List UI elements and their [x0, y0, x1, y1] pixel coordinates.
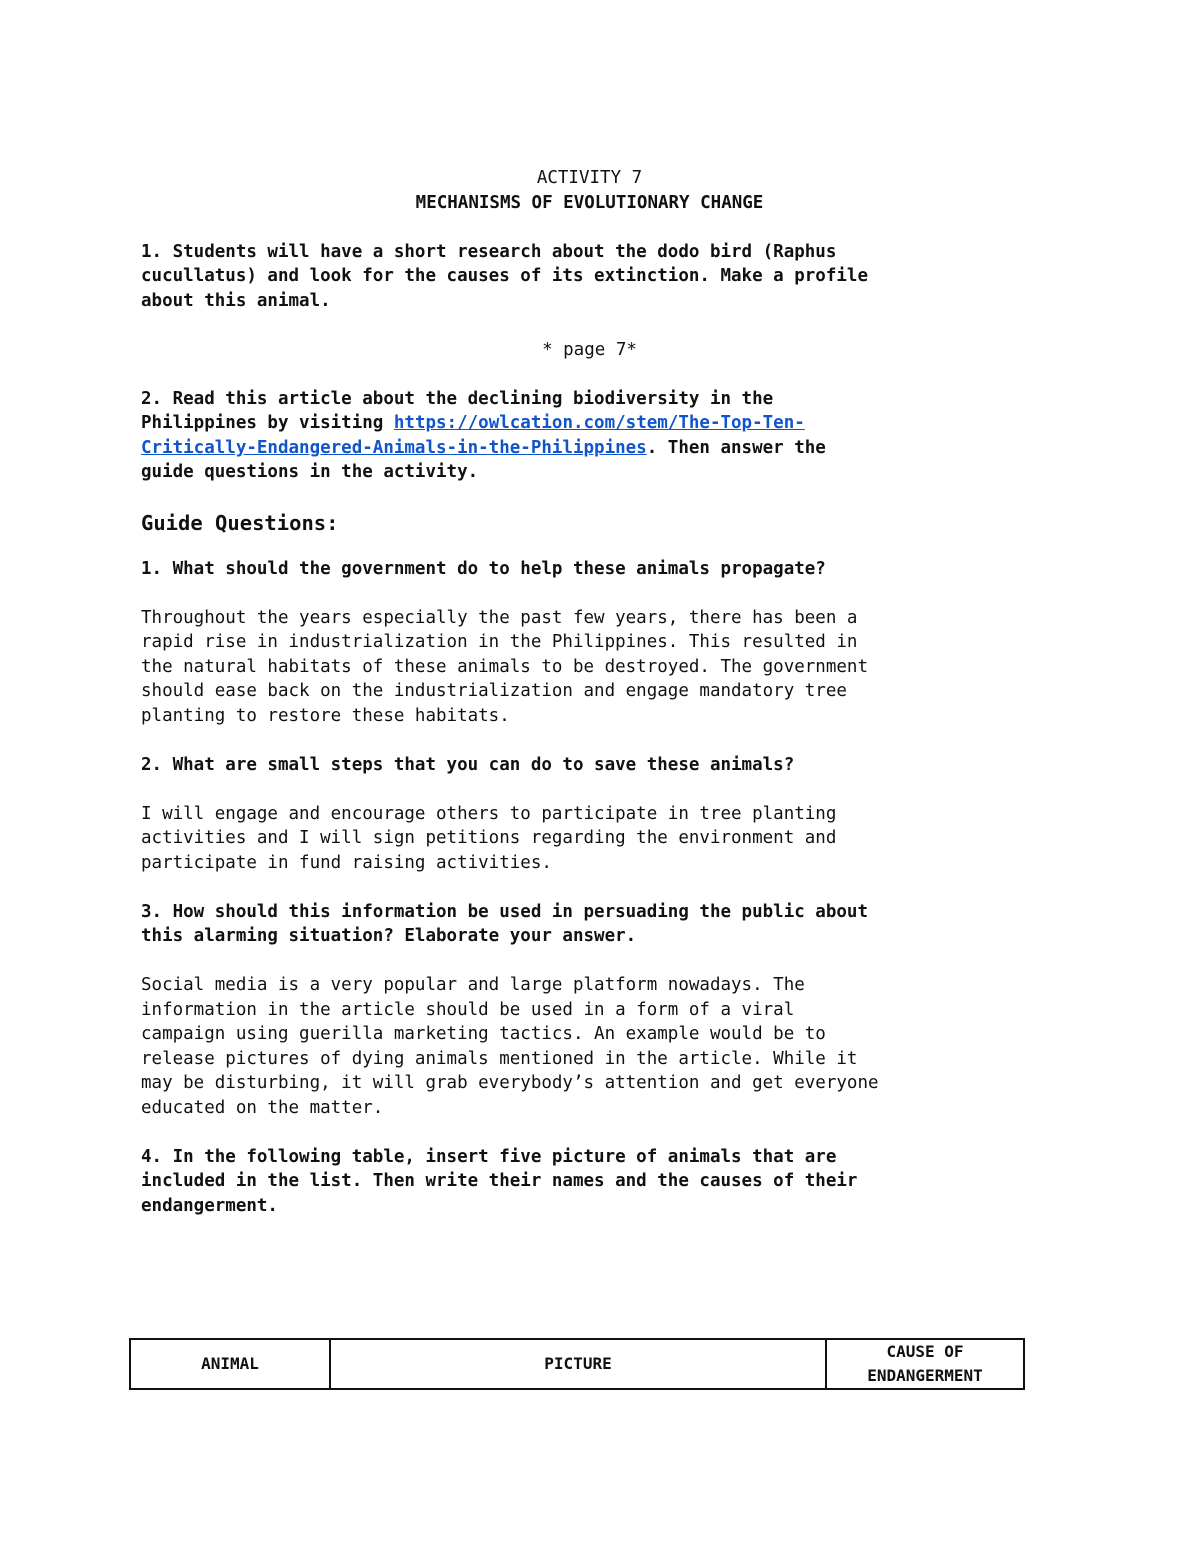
question-text: 2. What are small steps that you can do to save these animals? [141, 754, 795, 775]
answer-line: may be disturbing, it will grab everybody’s attention and get everyone [141, 1073, 879, 1093]
task-1-line: about this animal. [141, 290, 331, 311]
answer-line: Social media is a very popular and large platform nowadays. The [141, 975, 805, 995]
table-header-row [130, 1339, 1024, 1389]
activity-title: ACTIVITY 7 [536, 168, 643, 188]
question-text: endangerment. [141, 1195, 278, 1216]
question-text: 4. In the following table, insert five picture of animals that are [141, 1146, 837, 1167]
answer-line: campaign using guerilla marketing tactics. An example would be to [141, 1024, 826, 1044]
task-2-prefix: Philippines by visiting [141, 413, 394, 433]
animals-table [129, 1338, 1025, 1390]
column-header-animal: ANIMAL [130, 1339, 330, 1389]
article-link-continued[interactable]: Critically-Endangered-Animals-in-the-Philippines [141, 437, 647, 458]
task-1-line: 1. Students will have a short research about the dodo bird (Raphus [141, 241, 837, 262]
answer-line: release pictures of dying animals mentioned in the article. While it [141, 1048, 858, 1069]
cause-header-line: ENDANGERMENT [867, 1366, 983, 1385]
guide-questions-heading: Guide Questions: [141, 510, 339, 535]
question-text: 1. What should the government do to help these animals propagate? [141, 558, 826, 579]
answer-line: participate in fund raising activities. [141, 852, 552, 873]
document-body [141, 166, 1061, 1218]
question-block [141, 900, 1061, 1121]
question-block [141, 1145, 1061, 1219]
task-1 [141, 240, 1061, 314]
task-2 [141, 387, 1061, 485]
question-block [141, 557, 1061, 729]
task-1-line: cucullatus) and look for the causes of its extinction. Make a profile [141, 266, 868, 286]
answer-text [141, 606, 1061, 729]
task-2-line: guide questions in the activity. [141, 462, 479, 482]
answer-line: should ease back on the industrialization and engage mandatory tree [141, 681, 847, 701]
answer-text [141, 802, 1061, 876]
answer-text [141, 973, 1061, 1120]
answer-line: planting to restore these habitats. [141, 705, 510, 726]
task-2-suffix: . Then answer the [646, 437, 826, 458]
page-marker: * page 7* [542, 339, 637, 360]
task-2-line [141, 411, 1061, 436]
question-text: 3. How should this information be used in persuading the public about [141, 901, 868, 922]
answer-line: rapid rise in industrialization in the Philippines. This resulted in [141, 632, 858, 652]
cause-header-line: CAUSE OF [886, 1342, 964, 1361]
column-header-cause [826, 1339, 1024, 1389]
activity-subtitle: MECHANISMS OF EVOLUTIONARY CHANGE [415, 192, 764, 213]
question-block [141, 753, 1061, 876]
task-2-line [141, 436, 1061, 461]
answer-line: I will engage and encourage others to participate in tree planting [141, 803, 837, 824]
answer-line: Throughout the years especially the past few years, there has been a [141, 607, 858, 628]
answer-line: activities and I will sign petitions regarding the environment and [141, 828, 837, 848]
question-text: included in the list. Then write their names and the causes of their [141, 1171, 858, 1191]
answer-line: the natural habitats of these animals to be destroyed. The government [141, 656, 868, 677]
article-link[interactable]: https://owlcation.com/stem/The-Top-Ten- [393, 413, 805, 433]
answer-line: information in the article should be used in a form of a viral [141, 999, 795, 1020]
task-2-line: 2. Read this article about the declining biodiversity in the [141, 388, 774, 409]
column-header-picture: PICTURE [330, 1339, 826, 1389]
answer-line: educated on the matter. [141, 1097, 384, 1118]
question-text: this alarming situation? Elaborate your answer. [141, 926, 637, 946]
